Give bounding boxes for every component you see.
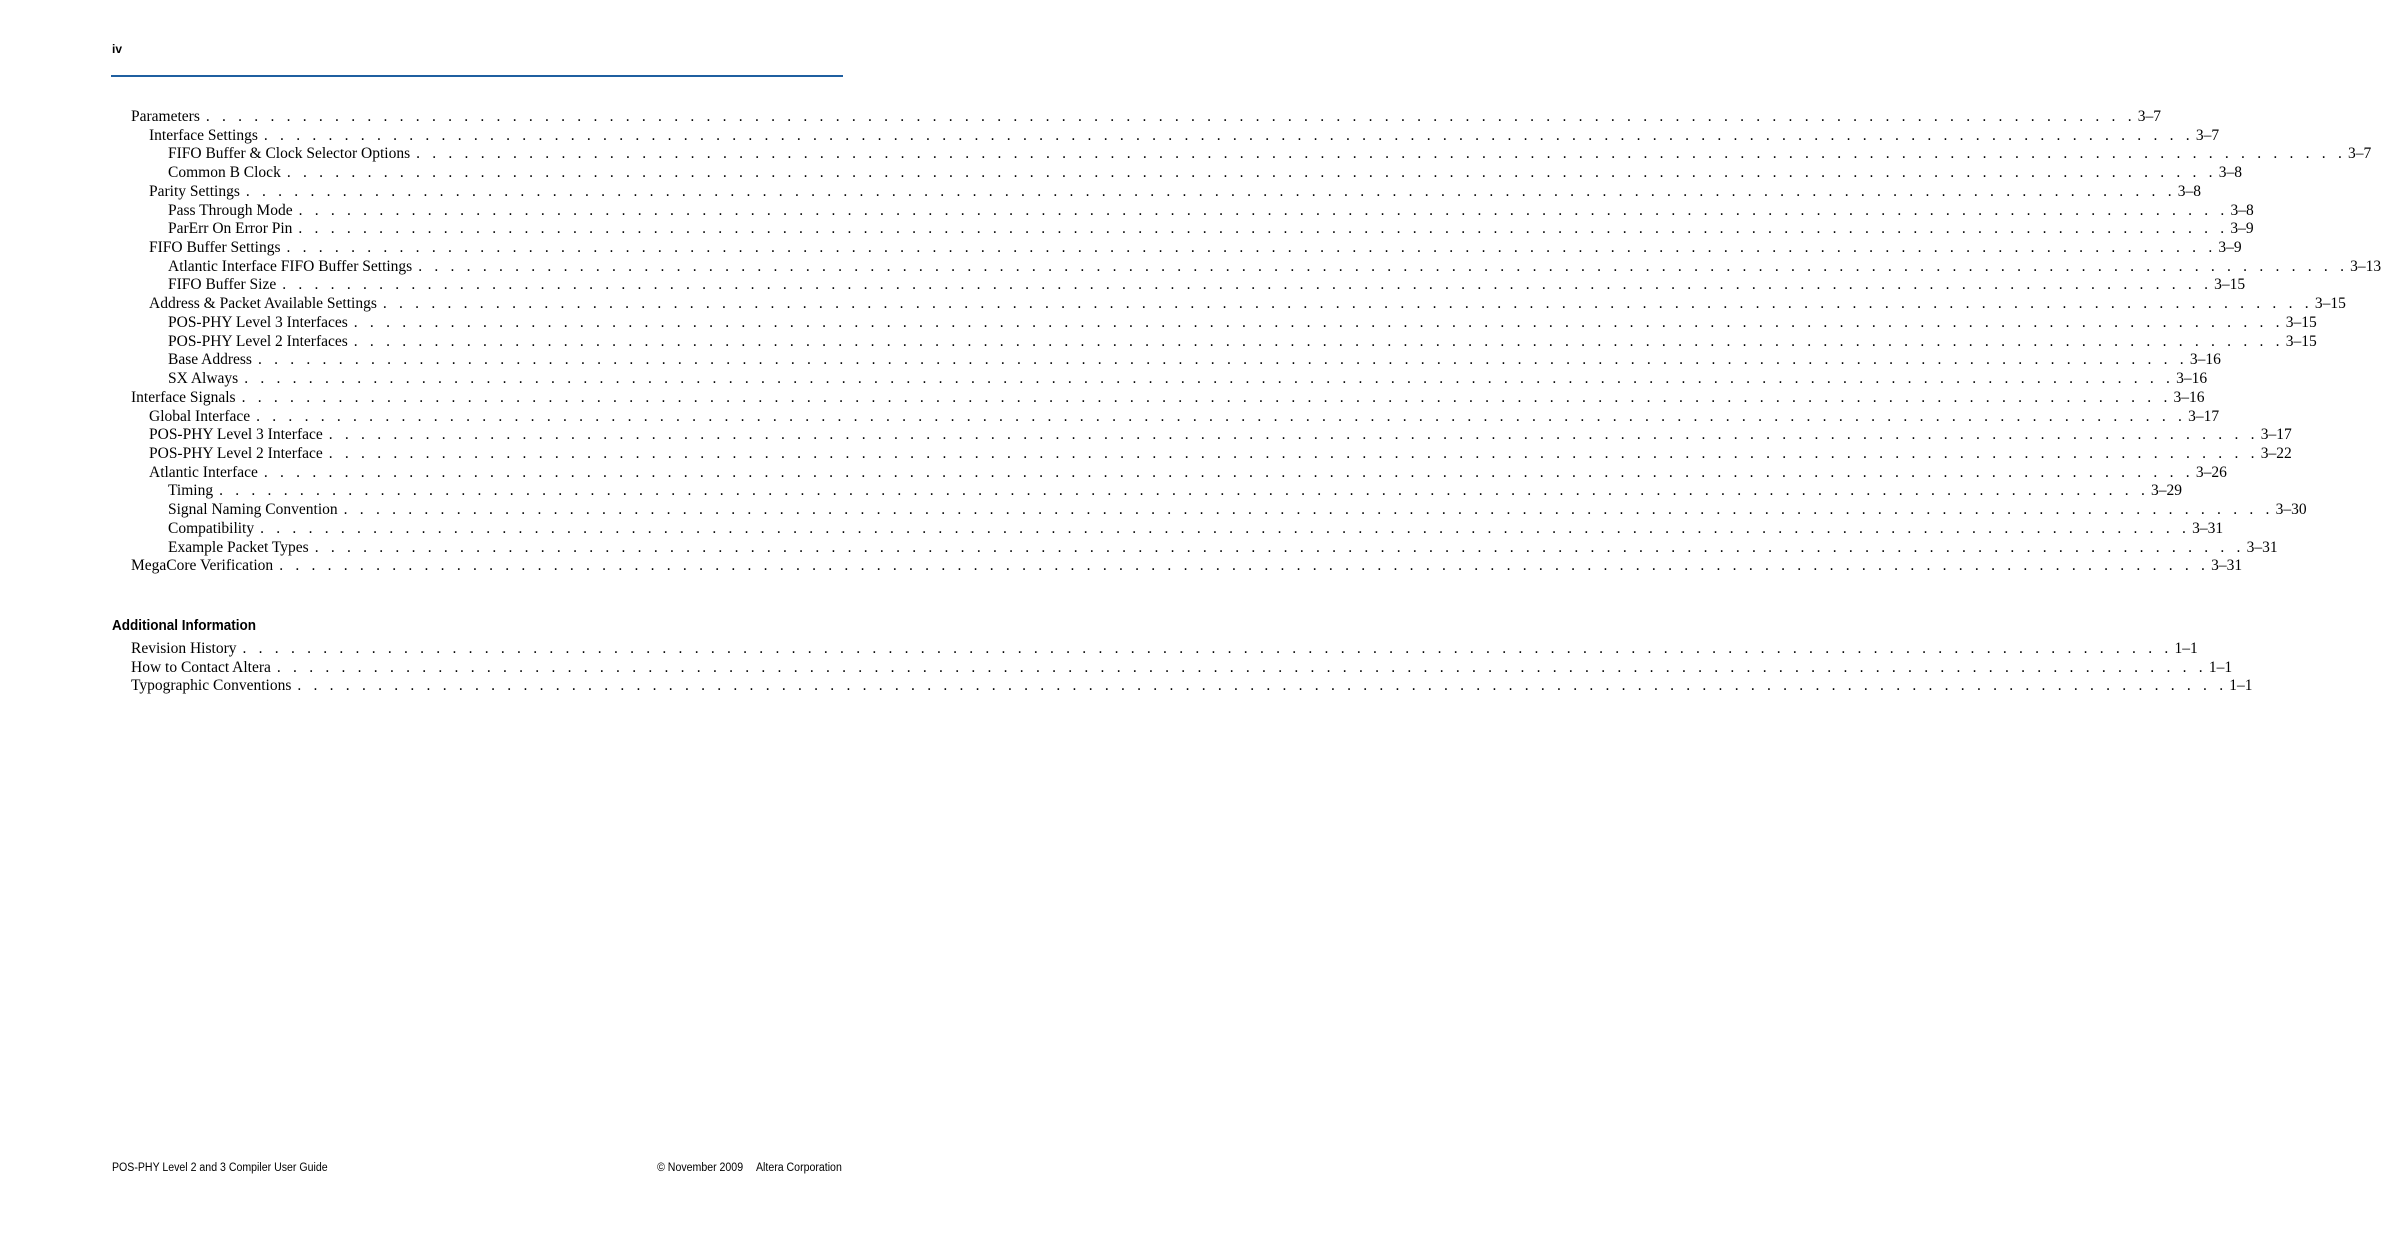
toc-dot-leader: . . . . . . . . . . . . . . . . . . . . . . . . . . . . . . . . . . . . . . . . . . . . . . . . . . . . . . . . . . . . . . . . . . . . . . . . . . . . . . . . . . . . . . . . . . . . . . . . . . . . . . . . . . . . . . . . . . . . . . . . — [279, 557, 2210, 575]
toc-entry-page: 3–31 — [2192, 519, 2224, 537]
toc-dot-leader: . . . . . . . . . . . . . . . . . . . . . . . . . . . . . . . . . . . . . . . . . . . . . . . . . . . . . . . . . . . . . . . . . . . . . . . . . . . . . . . . . . . . . . . . . . . . . . . . . . . . . . . . . . . . . . . . . . . . . . . . — [382, 295, 2313, 313]
toc-entry-page: 3–16 — [2176, 370, 2208, 388]
toc-dot-leader: . . . . . . . . . . . . . . . . . . . . . . . . . . . . . . . . . . . . . . . . . . . . . . . . . . . . . . . . . . . . . . . . . . . . . . . . . . . . . . . . . . . . . . . . . . . . . . . . . . . . . . . . . . . . . . . . . . . . . . . . — [286, 164, 2217, 182]
toc-entry[interactable] — [168, 350, 2221, 369]
toc-entry[interactable] — [149, 182, 2202, 201]
toc-dot-leader: . . . . . . . . . . . . . . . . . . . . . . . . . . . . . . . . . . . . . . . . . . . . . . . . . . . . . . . . . . . . . . . . . . . . . . . . . . . . . . . . . . . . . . . . . . . . . . . . . . . . . . . . . . . . . . . . . . . . . . . . — [244, 370, 2175, 388]
toc-entry-title: Address & Packet Available Settings — [149, 295, 377, 313]
toc-entry-page: 1–1 — [2208, 658, 2233, 676]
toc-entry-title: Pass Through Mode — [168, 201, 293, 219]
toc-entry-title: Example Packet Types — [168, 538, 309, 556]
toc-entry[interactable] — [168, 201, 2254, 220]
toc-dot-leader: . . . . . . . . . . . . . . . . . . . . . . . . . . . . . . . . . . . . . . . . . . . . . . . . . . . . . . . . . . . . . . . . . . . . . . . . . . . . . . . . . . . . . . . . . . . . . . . . . . . . . . . . . . . . . . . . . . . . . . . . — [298, 220, 2229, 238]
header-rule — [111, 75, 843, 77]
toc-entry[interactable] — [131, 639, 2198, 658]
toc-dot-leader: . . . . . . . . . . . . . . . . . . . . . . . . . . . . . . . . . . . . . . . . . . . . . . . . . . . . . . . . . . . . . . . . . . . . . . . . . . . . . . . . . . . . . . . . . . . . . . . . . . . . . . . . . . . . . . . . . . . . . . . . — [286, 239, 2217, 257]
toc-entry-page: 3–8 — [2218, 164, 2243, 182]
toc-entry-title: SX Always — [168, 370, 239, 388]
toc-entry[interactable] — [131, 676, 2253, 695]
toc-entry-title: FIFO Buffer Size — [168, 276, 277, 294]
toc-dot-leader: . . . . . . . . . . . . . . . . . . . . . . . . . . . . . . . . . . . . . . . . . . . . . . . . . . . . . . . . . . . . . . . . . . . . . . . . . . . . . . . . . . . . . . . . . . . . . . . . . . . . . . . . . . . . . . . . . . . . . . . . — [263, 126, 2194, 144]
footer-document-title: POS-PHY Level 2 and 3 Compiler User Guide — [112, 1162, 328, 1174]
toc-entry[interactable] — [168, 163, 2243, 182]
toc-dot-leader: . . . . . . . . . . . . . . . . . . . . . . . . . . . . . . . . . . . . . . . . . . . . . . . . . . . . . . . . . . . . . . . . . . . . . . . . . . . . . . . . . . . . . . . . . . . . . . . . . . . . . . . . . . . . . . . . . . . . . . . . — [418, 257, 2349, 275]
toc-entry-title: Base Address — [168, 351, 252, 369]
toc-entry[interactable] — [168, 219, 2254, 238]
toc-dot-leader: . . . . . . . . . . . . . . . . . . . . . . . . . . . . . . . . . . . . . . . . . . . . . . . . . . . . . . . . . . . . . . . . . . . . . . . . . . . . . . . . . . . . . . . . . . . . . . . . . . . . . . . . . . . . . . . . . . . . . . . . — [353, 313, 2284, 331]
toc-entry-page: 3–26 — [2195, 463, 2227, 481]
section-heading-additional-information: Additional Information — [112, 617, 256, 634]
toc-dot-leader: . . . . . . . . . . . . . . . . . . . . . . . . . . . . . . . . . . . . . . . . . . . . . . . . . . . . . . . . . . . . . . . . . . . . . . . . . . . . . . . . . . . . . . . . . . . . . . . . . . . . . . . . . . . . . . . . . . . . . . . . — [353, 332, 2284, 350]
toc-entry-title: Atlantic Interface FIFO Buffer Settings — [168, 257, 413, 275]
toc-entry-title: Timing — [168, 482, 214, 500]
toc-entry-page: 3–16 — [2173, 388, 2205, 406]
toc-entry-title: POS-PHY Level 3 Interfaces — [168, 313, 348, 331]
toc-entry[interactable] — [149, 463, 2227, 482]
toc-entry-page: 3–7 — [2137, 108, 2162, 125]
toc-entry[interactable] — [168, 257, 2381, 276]
toc-entry-page: 3–31 — [2211, 557, 2243, 575]
toc-entry[interactable] — [149, 126, 2220, 145]
toc-entry[interactable] — [168, 144, 2372, 163]
toc-dot-leader: . . . . . . . . . . . . . . . . . . . . . . . . . . . . . . . . . . . . . . . . . . . . . . . . . . . . . . . . . . . . . . . . . . . . . . . . . . . . . . . . . . . . . . . . . . . . . . . . . . . . . . . . . . . . . . . . . . . . . . . . — [205, 108, 2136, 125]
toc-entry-title: MegaCore Verification — [131, 557, 274, 575]
toc-dot-leader: . . . . . . . . . . . . . . . . . . . . . . . . . . . . . . . . . . . . . . . . . . . . . . . . . . . . . . . . . . . . . . . . . . . . . . . . . . . . . . . . . . . . . . . . . . . . . . . . . . . . . . . . . . . . . . . . . . . . . . . . — [314, 538, 2245, 556]
footer-right — [657, 1162, 842, 1174]
toc-entry-title: FIFO Buffer Settings — [149, 239, 281, 257]
toc-entry-title: Compatibility — [168, 519, 255, 537]
toc-entry-title: Signal Naming Convention — [168, 501, 338, 519]
toc-entry-page: 3–8 — [2177, 182, 2202, 200]
toc-entry-page: 3–9 — [2218, 239, 2242, 257]
toc-entry-page: 3–31 — [2246, 538, 2278, 556]
toc-entry[interactable] — [168, 332, 2317, 351]
toc-dot-leader: . . . . . . . . . . . . . . . . . . . . . . . . . . . . . . . . . . . . . . . . . . . . . . . . . . . . . . . . . . . . . . . . . . . . . . . . . . . . . . . . . . . . . . . . . . . . . . . . . . . . . . . . . . . . . . . . . . . . . . . . — [328, 444, 2259, 462]
toc-dot-leader: . . . . . . . . . . . . . . . . . . . . . . . . . . . . . . . . . . . . . . . . . . . . . . . . . . . . . . . . . . . . . . . . . . . . . . . . . . . . . . . . . . . . . . . . . . . . . . . . . . . . . . . . . . . . . . . . . . . . . . . . — [298, 201, 2229, 219]
toc-dot-leader: . . . . . . . . . . . . . . . . . . . . . . . . . . . . . . . . . . . . . . . . . . . . . . . . . . . . . . . . . . . . . . . . . . . . . . . . . . . . . . . . . . . . . . . . . . . . . . . . . . . . . . . . . . . . . . . . . . . . . . . . — [276, 658, 2207, 676]
toc-entry-title: Parameters — [131, 108, 200, 125]
toc-dot-leader: . . . . . . . . . . . . . . . . . . . . . . . . . . . . . . . . . . . . . . . . . . . . . . . . . . . . . . . . . . . . . . . . . . . . . . . . . . . . . . . . . . . . . . . . . . . . . . . . . . . . . . . . . . . . . . . . . . . . . . . . — [263, 463, 2194, 481]
toc-entry[interactable] — [168, 369, 2208, 388]
toc-entry-page: 3–7 — [2348, 145, 2372, 163]
footer-date: © November 2009 — [657, 1162, 744, 1174]
toc-entry[interactable] — [168, 519, 2224, 538]
toc-dot-leader: . . . . . . . . . . . . . . . . . . . . . . . . . . . . . . . . . . . . . . . . . . . . . . . . . . . . . . . . . . . . . . . . . . . . . . . . . . . . . . . . . . . . . . . . . . . . . . . . . . . . . . . . . . . . . . . . . . . . . . . . — [343, 501, 2274, 519]
toc-dot-leader: . . . . . . . . . . . . . . . . . . . . . . . . . . . . . . . . . . . . . . . . . . . . . . . . . . . . . . . . . . . . . . . . . . . . . . . . . . . . . . . . . . . . . . . . . . . . . . . . . . . . . . . . . . . . . . . . . . . . . . . . — [260, 519, 2191, 537]
toc-dot-leader: . . . . . . . . . . . . . . . . . . . . . . . . . . . . . . . . . . . . . . . . . . . . . . . . . . . . . . . . . . . . . . . . . . . . . . . . . . . . . . . . . . . . . . . . . . . . . . . . . . . . . . . . . . . . . . . . . . . . . . . . — [219, 482, 2150, 500]
toc-dot-leader: . . . . . . . . . . . . . . . . . . . . . . . . . . . . . . . . . . . . . . . . . . . . . . . . . . . . . . . . . . . . . . . . . . . . . . . . . . . . . . . . . . . . . . . . . . . . . . . . . . . . . . . . . . . . . . . . . . . . . . . . — [242, 640, 2173, 657]
toc-dot-leader: . . . . . . . . . . . . . . . . . . . . . . . . . . . . . . . . . . . . . . . . . . . . . . . . . . . . . . . . . . . . . . . . . . . . . . . . . . . . . . . . . . . . . . . . . . . . . . . . . . . . . . . . . . . . . . . . . . . . . . . . — [282, 276, 2213, 294]
toc-entry-title: ParErr On Error Pin — [168, 220, 293, 238]
toc-entry[interactable] — [168, 275, 2246, 294]
toc-entry[interactable] — [149, 407, 2220, 426]
footer-company: Altera Corporation — [756, 1162, 842, 1174]
toc-entry-page: 3–15 — [2285, 332, 2317, 350]
toc-entry-page: 3–17 — [2260, 426, 2292, 444]
toc-entry-page: 3–15 — [2285, 313, 2317, 331]
toc-entry[interactable] — [168, 538, 2278, 557]
toc-entry-page: 3–7 — [2195, 126, 2220, 144]
toc-entry-title: POS-PHY Level 2 Interface — [149, 444, 323, 462]
toc-entry[interactable] — [149, 294, 2346, 313]
toc-entry-title: How to Contact Altera — [131, 658, 271, 676]
toc-entry-page: 3–15 — [2314, 295, 2346, 313]
toc-entry-page: 3–13 — [2350, 257, 2381, 275]
toc-dot-leader: . . . . . . . . . . . . . . . . . . . . . . . . . . . . . . . . . . . . . . . . . . . . . . . . . . . . . . . . . . . . . . . . . . . . . . . . . . . . . . . . . . . . . . . . . . . . . . . . . . . . . . . . . . . . . . . . . . . . . . . . — [241, 388, 2172, 406]
toc-entry-title: Parity Settings — [149, 182, 240, 200]
toc-entry[interactable] — [131, 556, 2243, 575]
toc-entry-page: 1–1 — [2229, 677, 2253, 695]
toc-entry-title: Revision History — [131, 640, 237, 657]
toc-dot-leader: . . . . . . . . . . . . . . . . . . . . . . . . . . . . . . . . . . . . . . . . . . . . . . . . . . . . . . . . . . . . . . . . . . . . . . . . . . . . . . . . . . . . . . . . . . . . . . . . . . . . . . . . . . . . . . . . . . . . . . . . — [416, 145, 2347, 163]
toc-entry-title: POS-PHY Level 2 Interfaces — [168, 332, 348, 350]
toc-entry[interactable] — [131, 107, 2162, 126]
toc-entry-page: 3–17 — [2188, 407, 2220, 425]
toc-entry-title: FIFO Buffer & Clock Selector Options — [168, 145, 411, 163]
toc-dot-leader: . . . . . . . . . . . . . . . . . . . . . . . . . . . . . . . . . . . . . . . . . . . . . . . . . . . . . . . . . . . . . . . . . . . . . . . . . . . . . . . . . . . . . . . . . . . . . . . . . . . . . . . . . . . . . . . . . . . . . . . . — [328, 426, 2259, 444]
toc-dot-leader: . . . . . . . . . . . . . . . . . . . . . . . . . . . . . . . . . . . . . . . . . . . . . . . . . . . . . . . . . . . . . . . . . . . . . . . . . . . . . . . . . . . . . . . . . . . . . . . . . . . . . . . . . . . . . . . . . . . . . . . . — [297, 677, 2228, 695]
toc-dot-leader: . . . . . . . . . . . . . . . . . . . . . . . . . . . . . . . . . . . . . . . . . . . . . . . . . . . . . . . . . . . . . . . . . . . . . . . . . . . . . . . . . . . . . . . . . . . . . . . . . . . . . . . . . . . . . . . . . . . . . . . . — [256, 407, 2187, 425]
toc-dot-leader: . . . . . . . . . . . . . . . . . . . . . . . . . . . . . . . . . . . . . . . . . . . . . . . . . . . . . . . . . . . . . . . . . . . . . . . . . . . . . . . . . . . . . . . . . . . . . . . . . . . . . . . . . . . . . . . . . . . . . . . . — [245, 182, 2176, 200]
toc-entry-page: 3–22 — [2260, 444, 2292, 462]
toc-entry-title: Interface Settings — [149, 126, 258, 144]
toc-entry-page: 3–15 — [2214, 276, 2246, 294]
toc-entry-title: Interface Signals — [131, 388, 236, 406]
toc-entry-title: Global Interface — [149, 407, 251, 425]
toc-entry[interactable] — [168, 500, 2307, 519]
toc-entry-title: Typographic Conventions — [131, 677, 292, 695]
toc-entry-title: Atlantic Interface — [149, 463, 258, 481]
toc-entry[interactable] — [131, 658, 2233, 677]
toc-entry[interactable] — [131, 388, 2205, 407]
toc-entry-title: POS-PHY Level 3 Interface — [149, 426, 323, 444]
toc-entry[interactable] — [168, 481, 2183, 500]
toc-entry[interactable] — [149, 238, 2242, 257]
toc-entry-page: 3–9 — [2230, 220, 2254, 238]
toc-entry-page: 3–8 — [2230, 201, 2254, 219]
toc-entry[interactable] — [149, 444, 2292, 463]
toc-entry-page: 1–1 — [2174, 640, 2198, 657]
toc-entry-page: 3–30 — [2275, 501, 2307, 519]
toc-entry[interactable] — [168, 313, 2317, 332]
page-number: iv — [112, 42, 123, 56]
toc-dot-leader: . . . . . . . . . . . . . . . . . . . . . . . . . . . . . . . . . . . . . . . . . . . . . . . . . . . . . . . . . . . . . . . . . . . . . . . . . . . . . . . . . . . . . . . . . . . . . . . . . . . . . . . . . . . . . . . . . . . . . . . . — [257, 351, 2188, 369]
toc-entry-title: Common B Clock — [168, 164, 281, 182]
toc-entry-page: 3–16 — [2189, 351, 2221, 369]
toc-entry-page: 3–29 — [2151, 482, 2183, 500]
toc-entry[interactable] — [149, 425, 2292, 444]
